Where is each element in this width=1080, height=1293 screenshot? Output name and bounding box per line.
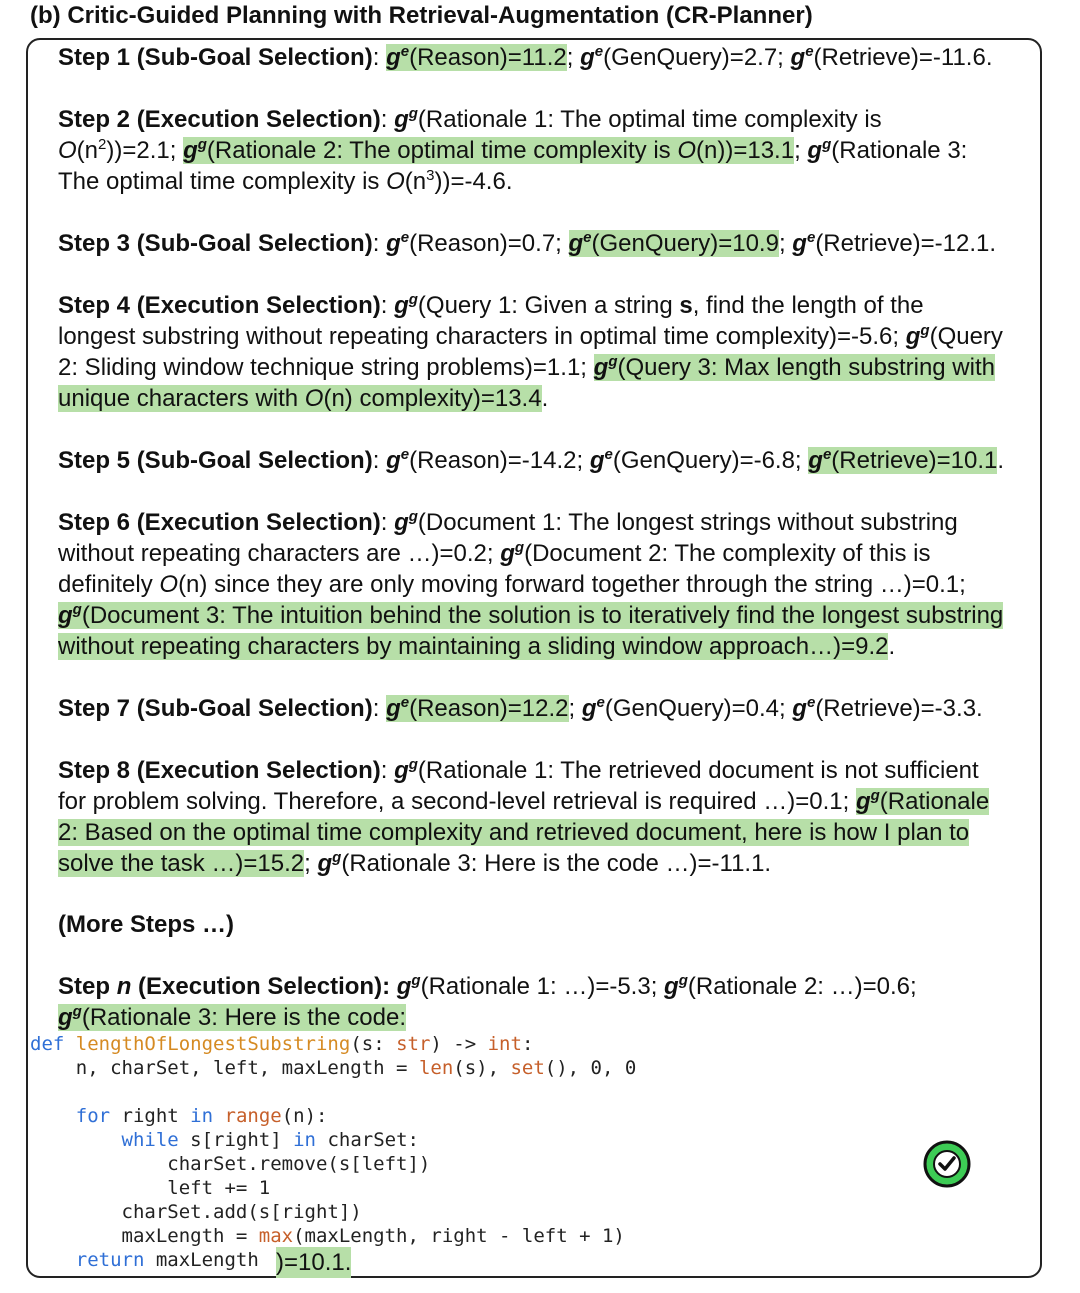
text-run: (n [404,168,427,195]
text-run: ; [778,230,793,257]
code-token: maxLength = [30,1225,259,1247]
step-4 [58,290,1006,414]
critic-symbol: $g^g$ [807,136,832,164]
critic-symbol: $g^e$ [581,694,605,722]
code-line [30,1105,327,1127]
score-term: $g^e(Retrieve)=10.1$ [808,446,998,474]
critic-symbol: $g^e$ [792,694,816,722]
critic-symbol: $g^g$ [905,322,930,350]
text-run: : [380,757,395,784]
text-run: (n [76,137,99,164]
score-term: $g^g(Rationale$ 2: Based on the optimal time complexity and retrieved document, here is how I plan to solve the task …)=15.2 [58,787,990,877]
critic-symbol: $g^g$ [394,508,418,536]
critic-symbol: $g^e$ [790,43,814,71]
step-1 [58,42,1006,73]
score-term: $g^g(Query$ 3: Max length substring with unique characters with [58,353,995,412]
step-label: Step 7 (Sub-Goal Selection) [58,695,373,722]
critic-symbol: $g^g$ [396,972,421,1000]
text-run [390,973,397,1000]
critic-symbol: $g^e$ [386,229,410,257]
text-run: 2 [98,136,107,153]
code-token: n, charSet, left, maxLength = [30,1057,419,1079]
text-run: (n) since they are only moving forward together through the string …)=0.1; [178,571,966,598]
critic-symbol: $g^g$ [58,1003,82,1031]
step-2 [58,104,1006,197]
text-run: ))=-4.6. [434,168,513,195]
step-7 [58,693,1006,724]
text-run: : [380,106,395,133]
text-run: . [997,447,1005,474]
code-token: charSet: [316,1129,419,1151]
text-run: : [372,230,387,257]
score-term: $g^g(Rationale$ 1: The optimal time complexity is [394,105,882,133]
text-run: ; [794,137,808,164]
code-token: (s: [350,1033,397,1055]
more-steps [58,909,1006,940]
text-run: : [372,695,387,722]
code-line [30,1249,259,1271]
score-term: $g^e(Retrieve)=-11.6$. [790,43,993,71]
text-run: O [58,137,77,164]
score-term: $g^g(Query$ 1: Given a string [394,291,680,319]
score-term: $g^g(Rationale$ 3: Here is the code: [58,1003,407,1031]
critic-symbol: $g^g$ [317,849,342,877]
critic-symbol: $g^g$ [183,136,207,164]
critic-symbol: $g^e$ [580,43,604,71]
critic-symbol: $g^e$ [386,43,410,71]
step-label: Step 2 (Execution Selection) [58,106,381,133]
code-line [30,1057,636,1079]
critic-symbol: $g^g$ [664,972,688,1000]
text-run: (n))=13.1 [696,137,795,164]
code-score: )=10.1. [276,1249,352,1276]
text-run: O [304,385,324,412]
text-run: , find the length of the longest substring without repeating characters in optimal time complexity)=-5.6; [58,292,924,350]
code-line [30,1129,419,1151]
critic-symbol: $g^g$ [855,787,880,815]
text-run: : [380,509,395,536]
code-token: (), 0, 0 [544,1057,637,1079]
code-token: ) -> [430,1033,488,1055]
code-token: while [121,1129,179,1151]
critic-symbol: $g^g$ [394,756,418,784]
text-run: : [372,44,387,71]
score-term: $g^e(Retrieve)=-3.3$. [792,694,983,722]
code-line [30,1177,270,1199]
code-token: left += 1 [30,1177,271,1199]
code-token: (n): [281,1105,328,1127]
score-term: $g^e(Reason)=11.2$ [386,43,567,71]
critic-symbol: $g^g$ [58,601,82,629]
score-term: $g^g(Rationale$ 1: The retrieved document is not sufficient for problem solving. Therefore, a second-level retrieval is required …)=0.1; [58,756,979,815]
step-label: Step n (Execution Selection): [58,973,391,1000]
step-label: Step 6 (Execution Selection) [58,509,381,536]
score-term: $g^e(Reason)=-14.2$; [386,446,590,474]
critic-symbol: $g^g$ [394,105,418,133]
code-token: lengthOfLongestSubstring [75,1033,351,1055]
text-run: O [159,571,179,598]
critic-symbol: $g^e$ [808,446,832,474]
code-token: str [396,1033,431,1055]
score-term: $g^e(Reason)=0.7$; [386,229,569,257]
step-label: Step 8 (Execution Selection) [58,757,381,784]
score-term: $g^e(GenQuery)=10.9$ [568,229,779,257]
step-label: Step 4 (Execution Selection) [58,292,381,319]
text-run: ; [568,695,582,722]
score-term: $g^g(Query$ 2: Sliding window technique string problems)=1.1; [58,322,1003,381]
score-term: $g^g(Rationale$ 3: The optimal time complexity is [58,136,968,195]
text-run: : [372,447,387,474]
text-run: O [677,137,696,164]
code-line [30,1225,625,1247]
code-token: right [110,1105,191,1127]
step-3 [58,228,1006,259]
text-run: : [380,292,395,319]
text-run: O [386,168,405,195]
critic-symbol: $g^e$ [386,694,410,722]
code-line [30,1201,362,1223]
code-token [30,1105,76,1127]
score-term: $g^e(Retrieve)=-12.1$. [792,229,997,257]
text-run: ; [566,44,581,71]
score-term: $g^e(Reason)=12.2$ [386,694,569,722]
critic-symbol: $g^g$ [394,291,418,319]
text-run: ))=2.1; [106,137,184,164]
score-term: $g^e(GenQuery)=0.4$; [581,694,793,722]
score-term: $g^g(Rationale$ 2: The optimal time complexity is [183,136,678,164]
score-term: $g^g(Document$ 3: The intuition behind the solution is to iteratively find the longest substring without repeating characters by maintaining a sliding window approach…)=9.2 [58,601,1004,660]
code-token: len [418,1057,454,1079]
code-token: in [293,1129,316,1151]
code-token: in [190,1105,214,1127]
critic-symbol: $g^g$ [500,539,525,567]
code-block [30,1032,636,1272]
step-label: (More Steps …) [58,911,235,938]
text-run: . [888,633,896,660]
check-icon [922,1139,972,1189]
code-token: set [510,1057,545,1079]
step-label: Step 1 (Sub-Goal Selection) [58,44,373,71]
text-run: 3 [426,167,435,184]
text-run: (n) complexity)=13.4 [323,385,542,412]
critic-symbol: $g^e$ [792,229,816,257]
code-token: maxLength [144,1249,259,1271]
code-token: charSet.remove(s[left]) [30,1153,431,1175]
text-run: s [679,292,693,319]
code-token: charSet.add(s[right]) [30,1201,362,1223]
step-6 [58,507,1006,662]
score-term: $g^g(Document$ 1: The longest strings without substring without repeating characters are …)=0.2; [58,508,958,567]
critic-symbol: $g^e$ [386,446,410,474]
code-token: def [30,1033,76,1055]
score-term: $g^e(GenQuery)=-6.8$; [589,446,809,474]
score-term: $g^g(Rationale$ 1: …)=-5.3; [396,972,665,1000]
code-token: return [75,1249,145,1271]
code-token [213,1105,224,1127]
code-token: (s), [453,1057,511,1079]
score-term: $g^g(Document$ 2: The complexity of this is definitely [58,539,931,598]
critic-symbol: $g^e$ [568,229,592,257]
score-term: $g^e(GenQuery)=2.7$; [580,43,791,71]
code-token: max [258,1225,294,1247]
code-token: (maxLength, right - left + 1) [293,1225,625,1247]
code-token: int [487,1033,522,1055]
code-token: s[right] [178,1129,294,1151]
score-term: $g^g(Rationale$ 2: …)=0.6; [664,972,917,1000]
step-label: Step 3 (Sub-Goal Selection) [58,230,373,257]
code-token: : [521,1033,534,1055]
code-token [30,1129,122,1151]
code-line [30,1033,533,1055]
step-label: Step 5 (Sub-Goal Selection) [58,447,373,474]
code-token: for [75,1105,111,1127]
step-8 [58,755,1006,879]
step-n [58,971,1006,1033]
critic-symbol: $g^g$ [593,353,618,381]
code-token [30,1249,76,1271]
text-run: ; [304,850,318,877]
figure-title: (b) Critic-Guided Planning with Retrieval-Augmentation (CR-Planner) [30,2,813,29]
text-run: . [541,385,549,412]
critic-symbol: $g^e$ [589,446,613,474]
score-term: $g^g(Rationale$ 3: Here is the code …)=-11.1. [317,849,772,877]
step-5 [58,445,1006,476]
code-token: range [224,1105,282,1127]
code-line [30,1153,430,1175]
